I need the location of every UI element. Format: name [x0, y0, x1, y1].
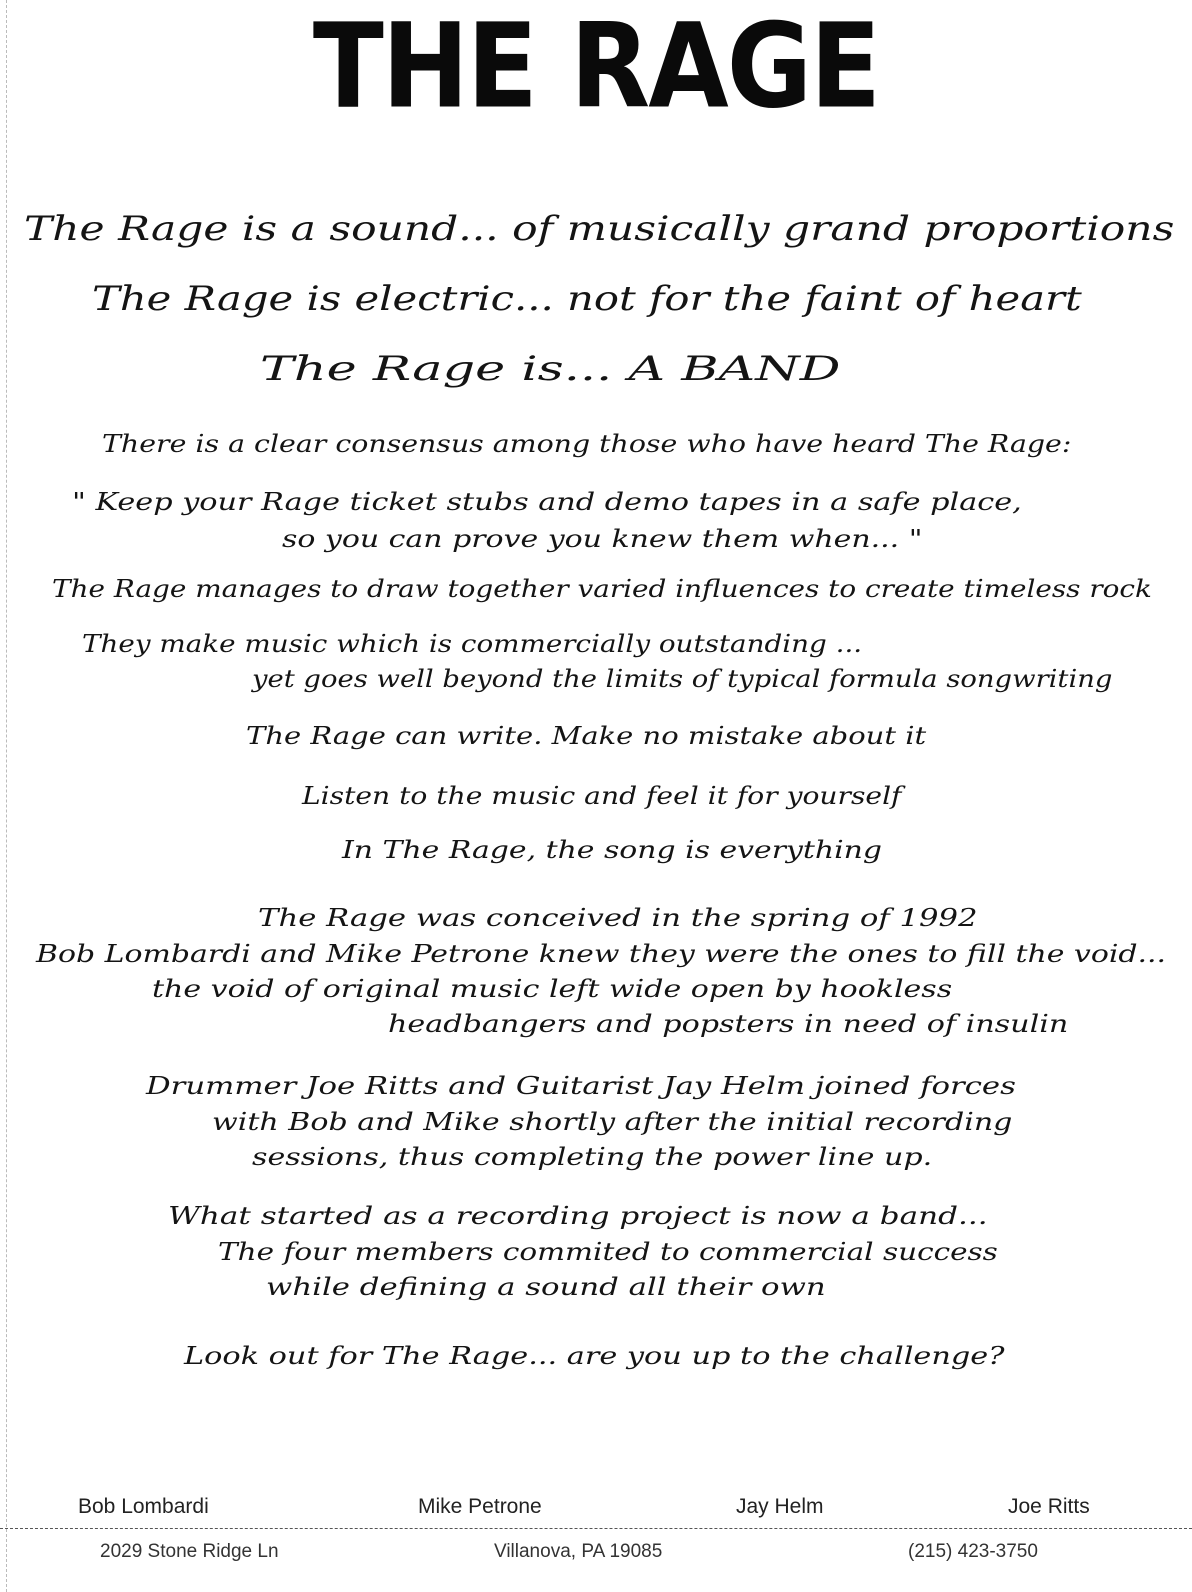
- body-line: sessions, thus completing the power line up.: [252, 1143, 933, 1171]
- body-line: They make music which is commercially outstanding ...: [82, 630, 863, 658]
- member-name: Bob Lombardi: [78, 1495, 209, 1518]
- body-line: the void of original music left wide open by hookless: [152, 975, 953, 1003]
- body-line: headbangers and popsters in need of insulin: [388, 1010, 1069, 1038]
- tagline: The Rage is... A BAND: [260, 349, 841, 389]
- body-line: Bob Lombardi and Mike Petrone knew they were the ones to fill the void...: [36, 940, 1167, 968]
- body-line: " Keep your Rage ticket stubs and demo tapes in a safe place,: [72, 488, 1022, 516]
- body-line: so you can prove you knew them when... ": [282, 525, 923, 553]
- body-line: In The Rage, the song is everything: [342, 836, 882, 864]
- contact-street: 2029 Stone Ridge Ln: [100, 1541, 279, 1562]
- footer-divider: [0, 1528, 1192, 1529]
- body-line: Drummer Joe Ritts and Guitarist Jay Helm joined forces: [146, 1072, 1016, 1100]
- body-line: yet goes well beyond the limits of typical formula songwriting: [252, 665, 1113, 693]
- member-name: Joe Ritts: [1008, 1495, 1090, 1518]
- body-line: Look out for The Rage... are you up to the challenge?: [184, 1342, 1005, 1370]
- body-line: What started as a recording project is now a band...: [168, 1202, 988, 1230]
- tagline: The Rage is electric... not for the faint of heart: [92, 279, 1082, 319]
- body-line: The four members commited to commercial success: [218, 1238, 998, 1266]
- body-line: Listen to the music and feel it for yourself: [302, 782, 902, 810]
- body-line: The Rage was conceived in the spring of 1992: [258, 904, 978, 932]
- body-line: with Bob and Mike shortly after the initial recording: [212, 1108, 1013, 1136]
- body-line: The Rage manages to draw together varied influences to create timeless rock: [52, 575, 1152, 603]
- member-name: Mike Petrone: [418, 1495, 542, 1518]
- band-title: THE RAGE: [312, 0, 880, 135]
- body-line: while defining a sound all their own: [266, 1273, 826, 1301]
- contact-phone: (215) 423-3750: [908, 1541, 1038, 1562]
- member-name: Jay Helm: [736, 1495, 824, 1518]
- body-line: The Rage can write. Make no mistake about it: [246, 722, 927, 750]
- contact-city: Villanova, PA 19085: [494, 1541, 663, 1562]
- body-line: There is a clear consensus among those who have heard The Rage:: [102, 430, 1072, 458]
- tagline: The Rage is a sound... of musically grand proportions: [24, 209, 1175, 249]
- page-edge-line: [6, 0, 7, 1592]
